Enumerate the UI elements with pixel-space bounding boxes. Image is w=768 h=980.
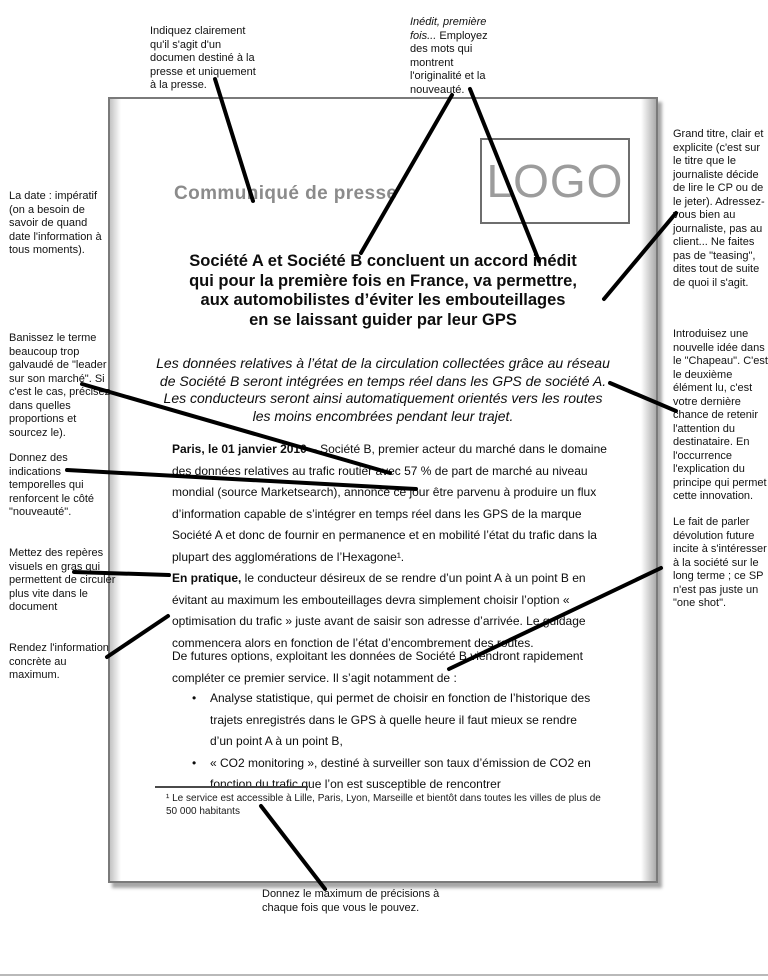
en-pratique-bold: En pratique, <box>172 571 242 585</box>
headline-line: en se laissant guider par leur GPS <box>249 310 517 329</box>
body-paragraph-2 <box>172 568 608 654</box>
headline-line: Société A et Société B concluent un accord inédit <box>189 252 577 270</box>
bullet-text: Analyse statistique, qui permet de choisir en fonction de l’historique des trajets enregistrés dans le GPS à quelle heure il faut mieux se rendre d’un point A à un point B, <box>210 691 591 748</box>
note-max-precision: Donnez le maximum de précisions à chaque fois que vous le pouvez. <box>262 888 440 914</box>
logo-text: LOGO <box>486 155 624 207</box>
note-press-only: Indiquez clairement qu'il s'agit d'un documen destiné à la presse et uniquement à la presse. <box>150 25 256 91</box>
note-bold-markers: Mettez des repères visuels en gras qui permettent de circuler plus vite dans le document <box>9 547 116 613</box>
headline <box>120 252 646 330</box>
bullet-marker: • <box>192 755 197 770</box>
body-paragraph-1 <box>172 439 608 568</box>
note-concrete-info: Rendez l'information concrète au maximum. <box>9 642 109 681</box>
page-separator-line <box>0 974 768 976</box>
footnote-separator <box>155 786 308 788</box>
body-paragraph-1-text: Société B, premier acteur du marché dans le domaine des données relatives au trafic routier avec 57 % de part de marché au niveau mondial (source Marketsearch), annonce ce jour être parvenu à produire un flux d’information capable de s’intégrer en temps réel dans les GPS de la marque Société A et donc de fournir en permanence et en mobilité l’état du trafic dans la plupart des agglomérations de l’Hexagone¹. <box>172 442 607 564</box>
note-novelty-lead: Inédit, première fois... <box>410 16 487 42</box>
kicker-communique-de-presse: Communiqué de presse <box>174 183 398 204</box>
bullet-text: « CO2 monitoring », destiné à surveiller son taux d’émission de CO2 en fonction du trafic que l’on est susceptible de rencontrer <box>210 755 591 791</box>
body-paragraph-3: De futures options, exploitant les données de Société B viendront rapidement compléter ce premier service. Il s’agit notamment de : <box>172 649 583 685</box>
bullet-item <box>192 753 598 796</box>
bullet-marker: • <box>192 691 197 705</box>
note-ban-leader-term: Banissez le terme beaucoup trop galvaudé de "leader sur son marché". Si c'est le cas, précisez dans quelles proportions et sourcez le). <box>9 332 111 439</box>
logo-placeholder <box>480 138 630 224</box>
note-big-title: Grand titre, clair et explicite (c'est sur le titre que le journaliste décide de lire le CP ou de le jeter). Adressez-vous bien au journaliste, pas au client... Ne faites pas de "teasing", dites tout de suite de quoi il s'agit. <box>673 128 765 289</box>
note-novelty-words <box>410 16 503 97</box>
bullet-item <box>192 688 598 753</box>
subheadline-chapeau: Les données relatives à l’état de la circulation collectées grâce au réseau de Société B seront intégrées en temps réel dans les GPS de société A. Les conducteurs seront ainsi automatiquement orientés vers les routes les moins encombrées pendant leur trajet. <box>156 355 610 424</box>
note-temporal-hints: Donnez des indications temporelles qui renforcent le côté "nouveauté". <box>9 452 94 518</box>
headline-line: qui pour la première fois en France, va permettre, <box>189 271 577 290</box>
note-chapeau: Introduisez une nouvelle idée dans le "Chapeau". C'est le deuxième élément lu, c'est votre dernière chance de retenir l'attention du destinataire. En l'occurrence l'explication du principe qui permet cette innovation. <box>673 328 768 502</box>
headline-line: aux automobilistes d’éviter les embouteillages <box>200 291 566 309</box>
body-paragraph-2-text: le conducteur désireux de se rendre d’un point A à un point B en évitant au maximum les embouteillages devra simplement choisir l’option « optimisation du trafic » juste avant de saisir son adresse d’arrivée. Le guidage commencera alors en fonction de l’état d’encombrement des routes. <box>172 571 586 650</box>
note-date: La date : impératif (on a besoin de savoir de quand date l'information à tous moments). <box>9 190 102 256</box>
press-release-document <box>108 97 658 883</box>
dateline-bold: Paris, le 01 janvier 2010 – <box>172 442 317 456</box>
feature-bullet-list <box>192 688 598 796</box>
note-novelty-rest: Employez des mots qui montrent l'originalité et la nouveauté. <box>410 29 488 96</box>
footnote-text: ¹ Le service est accessible à Lille, Paris, Lyon, Marseille et bientôt dans toutes les villes de plus de 50 000 habitants <box>166 793 601 817</box>
note-future-evolution: Le fait de parler dévolution future incite à s'intéresser à la société sur le long terme ; ce SP n'est pas juste un "one shot". <box>673 516 767 609</box>
